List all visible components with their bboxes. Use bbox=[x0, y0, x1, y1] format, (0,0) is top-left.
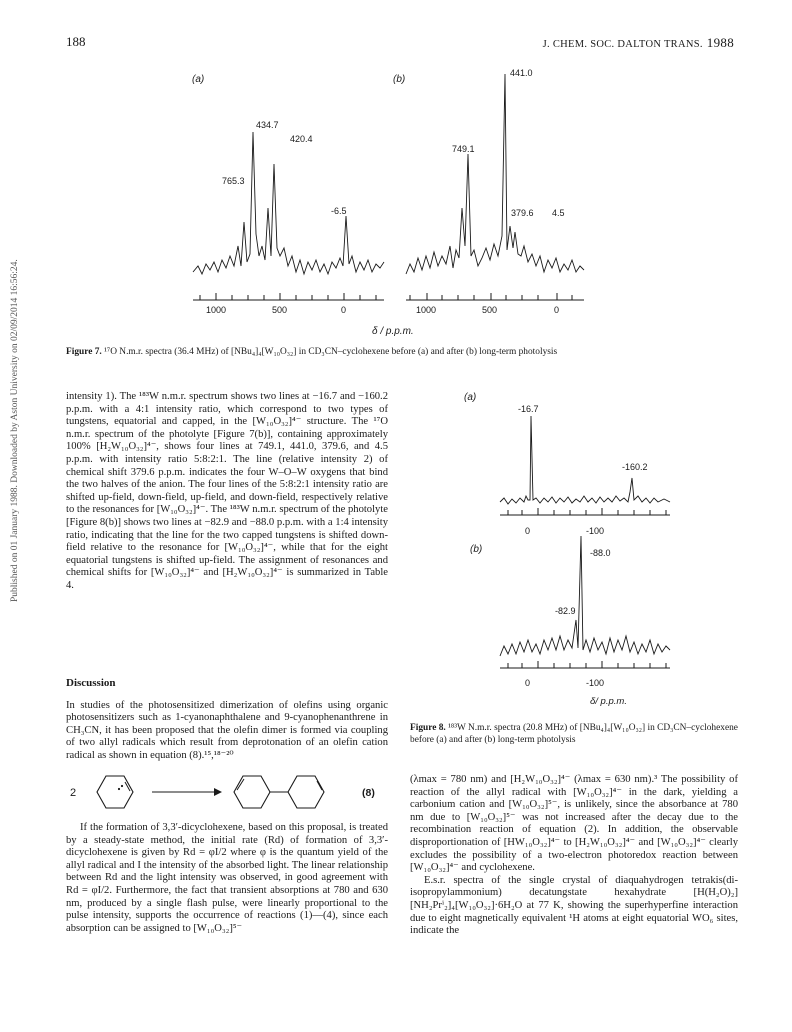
fig8-a-peak-neg160: -160.2 bbox=[622, 462, 648, 472]
fig8-a-peak-neg16: -16.7 bbox=[518, 404, 539, 414]
discussion-heading: Discussion bbox=[66, 677, 116, 689]
eq8-product-ring-2 bbox=[288, 776, 324, 808]
fig8-b-spectrum-trace bbox=[500, 536, 670, 656]
fig8-caption-text: ¹⁸³W N.m.r. spectra (20.8 MHz) of [NBu₄]₄[W₁₀O₃₂] in CD₃CN–cyclohexene before (a) and after (b) long-term photolysis bbox=[410, 723, 738, 745]
eq8-cyclohexenyl-ring bbox=[97, 776, 133, 808]
right-para-esr: E.s.r. spectra of the single crystal of diaquahydrogen tetrakis(di-isopropylammonium) decatungstate hexahydrate [H(H₂O)₂][NH₂Prⁱ₂]₄[W₁₀O₃₂]·6H₂O at 77 K, showing the superhyperfine interaction due to eight magnetically equivalent ¹H atoms at eight equatorial WO₆ sites, indicate the bbox=[410, 874, 738, 937]
fig7-a-tick-500: 500 bbox=[272, 305, 288, 315]
fig7-b-peak-4: 4.5 bbox=[552, 208, 565, 218]
fig7-caption-text: ¹⁷O N.m.r. spectra (36.4 MHz) of [NBu₄]₄[W₁₀O₃₂] in CD₃CN–cyclohexene before (a) and after (b) long-term photolysis bbox=[104, 347, 558, 357]
fig8-panel-b-label: (b) bbox=[470, 544, 483, 555]
fig8-b-tick-0: 0 bbox=[525, 678, 531, 688]
fig8-caption-label: Figure 8. bbox=[410, 723, 446, 733]
fig8-a-tick-neg100: -100 bbox=[586, 526, 605, 536]
fig8-b-tick-neg100: -100 bbox=[586, 678, 605, 688]
fig7-a-tick-0: 0 bbox=[341, 305, 347, 315]
figure7-caption bbox=[66, 346, 746, 358]
figure8-spectra bbox=[408, 388, 738, 688]
fig7-b-tick-1000: 1000 bbox=[416, 305, 437, 315]
fig7-b-peak-441: 441.0 bbox=[510, 68, 533, 78]
eq8-number: (8) bbox=[362, 787, 375, 799]
journal-name: J. CHEM. SOC. DALTON TRANS. bbox=[542, 39, 703, 50]
journal-year: 1988 bbox=[706, 35, 734, 50]
fig7-a-tick-1000: 1000 bbox=[206, 305, 227, 315]
fig7-caption-label: Figure 7. bbox=[66, 347, 102, 357]
fig7-b-tick-500: 500 bbox=[482, 305, 498, 315]
fig8-a-tick-0: 0 bbox=[525, 526, 531, 536]
fig7-a-peak-420: 420.4 bbox=[290, 134, 313, 144]
right-column bbox=[410, 774, 738, 938]
fig7-a-peak-neg6: -6.5 bbox=[331, 206, 347, 216]
left-para-nmr: intensity 1). The ¹⁸³W n.m.r. spectrum shows two lines at −16.7 and −160.2 p.p.m. with a 4:1 intensity ratio, which correspond to two types of tungstens, equatorial and capped, in the [W₁₀O₃₂]⁴⁻ structure. The ¹⁷O n.m.r. spectrum of the photolyte [Figure 7(b)], containing approximately 100% [H₂W₁₀O₃₂]⁴⁻, shows four lines at 749.1, 441.0, 379.6, and 4.5 p.p.m. with intensity ratio 5:8:2:1. The line (relative intensity 2) of chemical shift 379.6 p.p.m. indicates the four W–O–W oxygens that bind the two halves of the anion. The four lines of the 5:8:2:1 intensity ratio are shifted up-field, down-field, up-field, and down-field, respectively relative to the resonances for [W₁₀O₃₂]⁴⁻. The ¹⁸³W n.m.r. spectrum of the photolyte [Figure 8(b)] shows two lines at −82.9 and −88.0 p.p.m. with a 1:4 intensity ratio, indicating that the line for the two capped tungstens is shifted down-field relative to the resonance for [W₁₀O₃₂]⁴⁻, while that for the eight equatorial tungstens is shifted up-field. The assignment of resonances and chemical shifts for [W₁₀O₃₂]⁴⁻ and [H₂W₁₀O₃₂]⁴⁻ is summarized in Table 4. bbox=[66, 391, 388, 591]
fig7-axis-label: δ / p.p.m. bbox=[372, 326, 414, 337]
fig8-axis-label: δ/ p.p.m. bbox=[590, 696, 627, 707]
fig7-b-peak-749: 749.1 bbox=[452, 144, 475, 154]
right-para-disproportionation: (λmax = 780 nm) and [H₂W₁₀O₃₂]⁴⁻ (λmax = 630 nm).³ The possibility of reaction of the allyl radical with [W₁₀O₃₂]⁴⁻ in the dark, yielding a carbonium cation and [W₁₀O₃₂]⁵⁻, is unlikely, since the absorbance at 780 nm due to [W₁₀O₃₂]⁵⁻ was not increased after the decay due to the recombination reaction of equation (2). In addition, the observable disproportionation of [HW₁₀O₃₂]⁴⁻ to [H₂W₁₀O₃₂]⁴⁻ and [W₁₀O₃₂]⁴⁻ clearly excludes the possibility of a two-electron photoredox reaction between [W₁₀O₃₂]⁴⁻ and cyclohexene. bbox=[410, 774, 738, 874]
fig7-b-spectrum-trace bbox=[406, 74, 584, 274]
eq8-coefficient: 2 bbox=[70, 787, 77, 799]
left-para-kinetics: If the formation of 3,3′-dicyclohexene, based on this proposal, is treated by a steady-state method, the initial rate (Rd) of formation of 3,3′-dicyclohexene is given by Rd = φI/2 where φ is the quantum yield of the allyl radical and I the intensity of the absorbed light. The linear relationship between Rd and the light intensity was observed, in good agreement with Rd = φI/2. Furthermore, the fact that transient absorptions at 780 and 630 nm, produced by a single flash pulse, were linearly proportional to the pulse intensity, supports the occurrence of reactions (1)—(4), since each absorption can be assigned to [W₁₀O₃₂]⁵⁻ bbox=[66, 822, 388, 934]
fig7-a-peak-434: 434.7 bbox=[256, 120, 279, 130]
fig7-panel-a-label: (a) bbox=[192, 74, 205, 85]
fig7-a-peak-765: 765.3 bbox=[222, 176, 245, 186]
left-column bbox=[66, 391, 388, 593]
figure8-caption bbox=[410, 722, 738, 746]
fig8-b-peak-neg88: -88.0 bbox=[590, 548, 611, 558]
fig7-b-peak-379: 379.6 bbox=[511, 208, 534, 218]
page-number: 188 bbox=[66, 34, 86, 49]
figure7-spectra bbox=[0, 60, 792, 345]
left-para-discussion: In studies of the photosensitized dimerization of olefins using organic photosensitizers such as 1-cyanonaphthalene and 9-cyanophenanthrene in CH₃CN, it has been proposed that the olefin dimer is formed via coupling of two allyl radicals which result from deprotonation of an olefin cation radical as shown in equation (8).¹⁵,¹⁸⁻²⁰ bbox=[66, 699, 388, 761]
fig8-b-peak-neg82: -82.9 bbox=[555, 606, 576, 616]
running-header bbox=[543, 35, 734, 51]
discussion-section bbox=[66, 677, 388, 773]
download-watermark-text: Published on 01 January 1988. Downloaded by Aston University on 02/09/2014 16:56:24. bbox=[10, 259, 20, 602]
eq8-product-ring-1 bbox=[234, 776, 270, 808]
fig7-b-tick-0: 0 bbox=[554, 305, 560, 315]
equation-8 bbox=[66, 764, 388, 814]
fig8-panel-a-label: (a) bbox=[464, 392, 477, 403]
fig8-a-spectrum-trace bbox=[500, 416, 670, 504]
fig7-panel-b-label: (b) bbox=[393, 74, 406, 85]
fig7-a-spectrum-trace bbox=[193, 132, 384, 274]
